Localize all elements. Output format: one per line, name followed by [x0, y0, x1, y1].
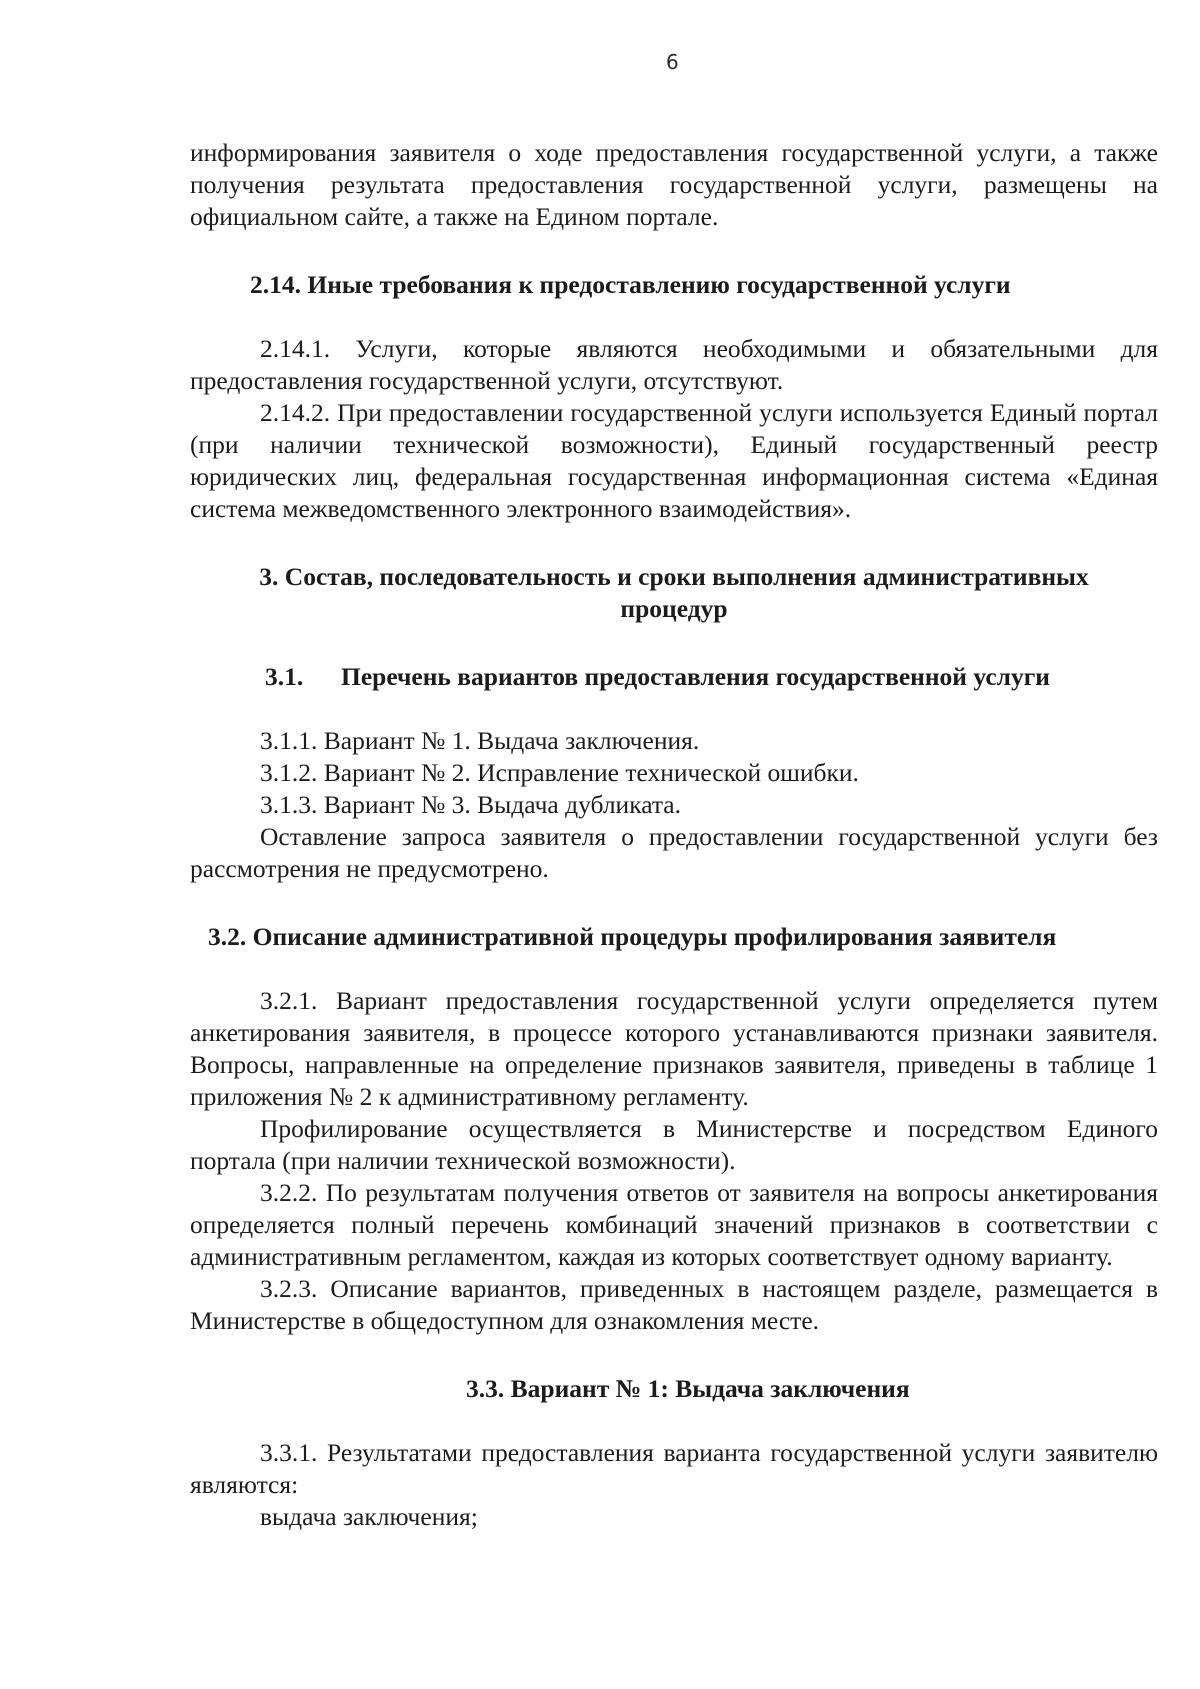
paragraph-3-2-1: 3.2.1. Вариант предоставления государственной услуги определяется путем анкетирования заявителя, в процессе которого устанавливаются признаки заявителя. Вопросы, направленные на определение признаков заявителя, приведены в таблице 1 приложения № 2 к административному регламенту.	[190, 986, 1158, 1111]
heading-3-1-number: 3.1.	[265, 662, 304, 691]
paragraph-3-3-1a: выдача заключения;	[260, 1502, 478, 1531]
heading-3-line1: 3. Состав, последовательность и сроки выполнения административных	[259, 562, 1089, 591]
document-body	[190, 137, 1158, 1533]
paragraph-3-1-1: 3.1.1. Вариант № 1. Выдача заключения.	[260, 726, 700, 755]
paragraph-3-1-2: 3.1.2. Вариант № 2. Исправление технической ошибки.	[260, 758, 859, 787]
heading-3-3: 3.3. Вариант № 1: Выдача заключения	[466, 1374, 910, 1403]
paragraph-2-14-2: 2.14.2. При предоставлении государственной услуги используется Единый портал (при наличии технической возможности), Единый государственный реестр юридических лиц, федеральная государственная информационная система «Единая система межведомственного электронного взаимодействия».	[190, 398, 1158, 523]
paragraph-3-2-1b: Профилирование осуществляется в Министерстве и посредством Единого портала (при наличии технической возможности).	[190, 1114, 1158, 1175]
paragraph-3-3-1: 3.3.1. Результатами предоставления варианта государственной услуги заявителю являются:	[190, 1438, 1158, 1499]
heading-2-14: 2.14. Иные требования к предоставлению государственной услуги	[250, 270, 1011, 299]
paragraph-2-14-1: 2.14.1. Услуги, которые являются необходимыми и обязательными для предоставления государственной услуги, отсутствуют.	[190, 334, 1158, 395]
paragraph-intro: информирования заявителя о ходе предоставления государственной услуги, а также получения результата предоставления государственной услуги, размещены на официальном сайте, а также на Едином портале.	[190, 138, 1158, 231]
heading-3-line2: процедур	[620, 594, 728, 623]
paragraph-3-1-3: 3.1.3. Вариант № 3. Выдача дубликата.	[260, 790, 681, 819]
heading-3-1	[190, 661, 1158, 693]
paragraph-3-2-3: 3.2.3. Описание вариантов, приведенных в настоящем разделе, размещается в Министерстве в общедоступном для ознакомления месте.	[190, 1274, 1158, 1335]
page-number: 6	[666, 50, 679, 74]
paragraph-3-1-note: Оставление запроса заявителя о предоставлении государственной услуги без рассмотрения не предусмотрено.	[190, 822, 1158, 883]
heading-3-1-text: Перечень вариантов предоставления государственной услуги	[341, 662, 1050, 691]
heading-3-2: 3.2. Описание административной процедуры профилирования заявителя	[208, 922, 1057, 951]
paragraph-3-2-2: 3.2.2. По результатам получения ответов от заявителя на вопросы анкетирования определяется полный перечень комбинаций значений признаков в соответствии с административным регламентом, каждая из которых соответствует одному варианту.	[190, 1178, 1158, 1271]
